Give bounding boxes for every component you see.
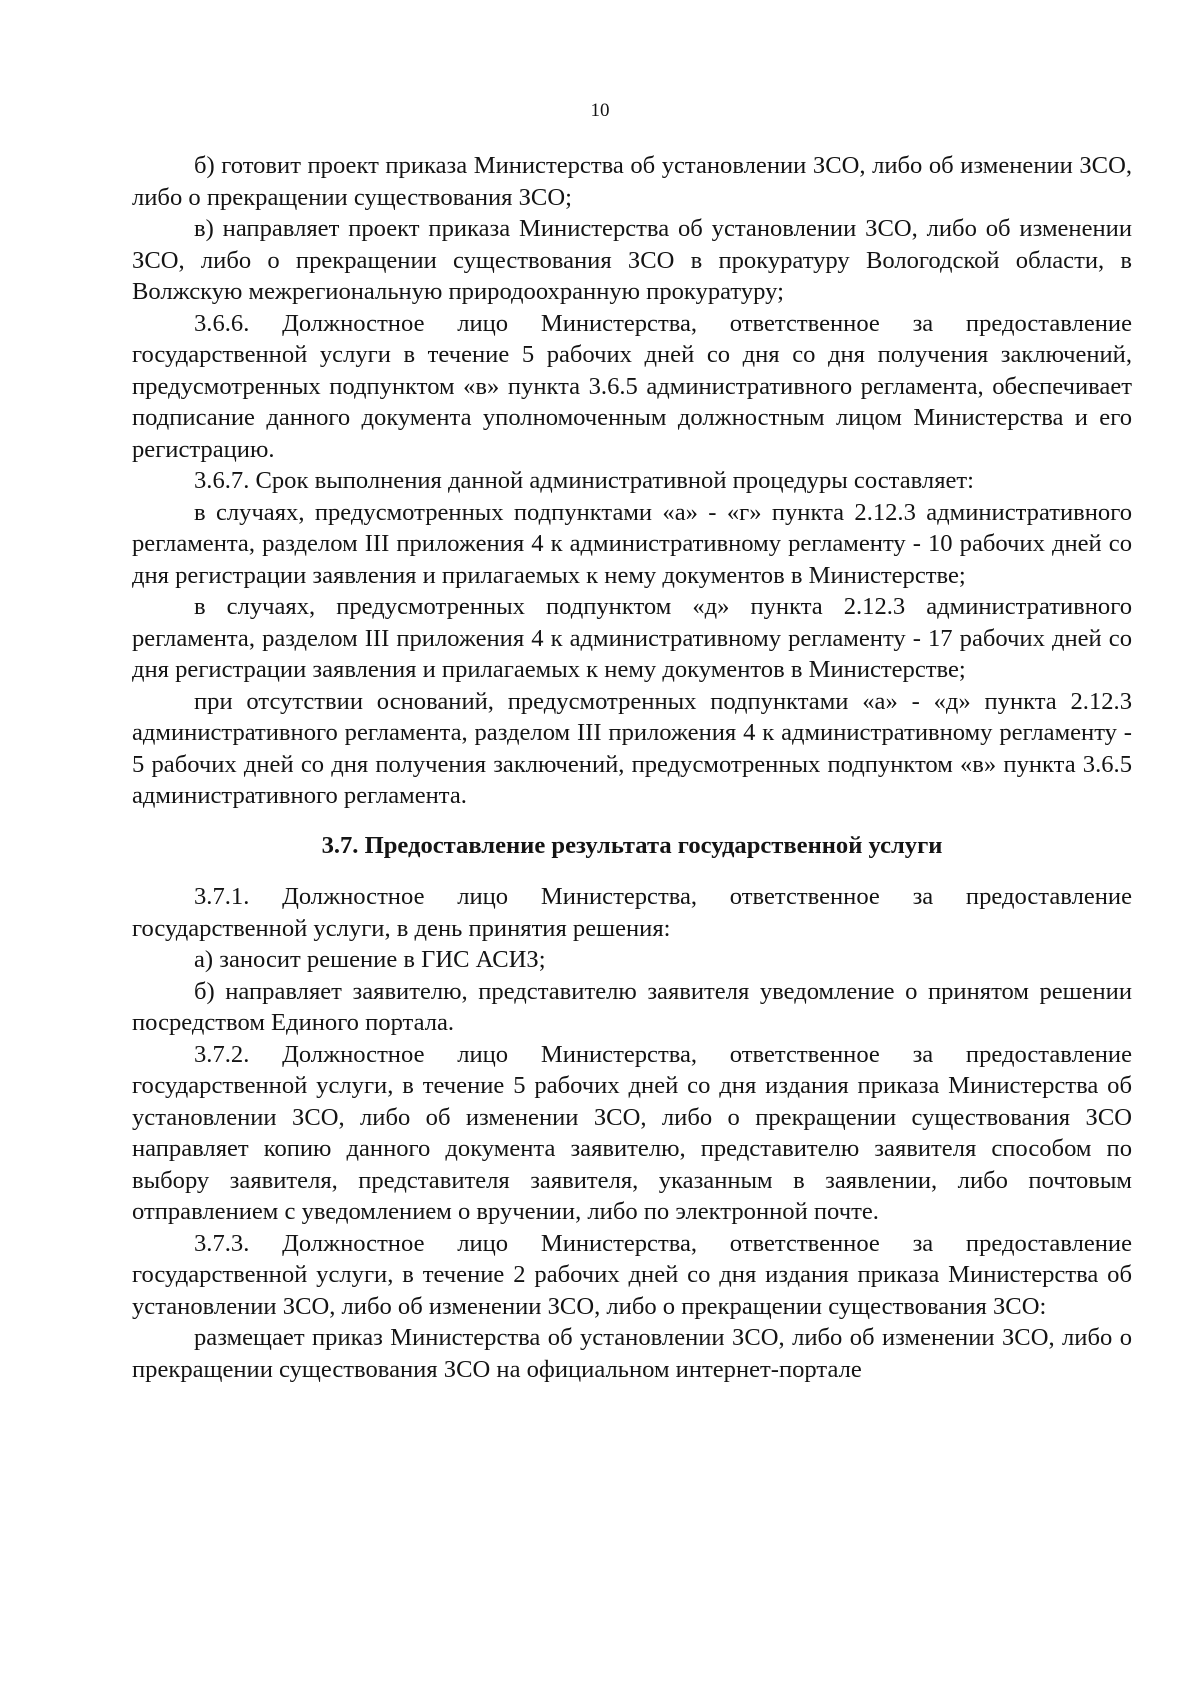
paragraph-3-6-6: 3.6.6. Должностное лицо Министерства, ответственное за предоставление государственной услуги в течение 5 рабочих дней со дня со дня получения заключений, предусмотренных подпунктом «в» пункта 3.6.5 административного регламента, обеспечивает подписание данного документа уполномоченным должностным лицом Министерства и его регистрацию. <box>132 309 1132 463</box>
paragraph-3-7-1: 3.7.1. Должностное лицо Министерства, ответственное за предоставление государственной услуги, в день принятия решения: <box>132 883 1132 942</box>
paragraph-term-a-g: в случаях, предусмотренных подпунктами «а» - «г» пункта 2.12.3 административного регламента, разделом III приложения 4 к административному регламенту - 10 рабочих дней со дня регистрации заявления и прилагаемых к нему документов в Министерстве; <box>132 498 1132 589</box>
document-body <box>132 150 1132 1385</box>
paragraph-v-send-order: в) направляет проект приказа Министерства об установлении ЗСО, либо об изменении ЗСО, либо о прекращении существования ЗСО в прокуратуру Вологодской области, в Волжскую межрегиональную природоохранную прокуратуру; <box>132 215 1132 305</box>
paragraph-3-7-2: 3.7.2. Должностное лицо Министерства, ответственное за предоставление государственной услуги, в течение 5 рабочих дней со дня издания приказа Министерства об установлении ЗСО, либо об изменении ЗСО, либо о прекращении существования ЗСО направляет копию данного документа заявителю, представителю заявителя способом по выбору заявителя, представителя заявителя, указанным в заявлении, либо почтовым отправлением с уведомлением о вручении, либо по электронной почте. <box>132 1040 1132 1225</box>
paragraph-a-enter-decision: а) заносит решение в ГИС АСИЗ; <box>194 946 546 973</box>
paragraph-3-7-3: 3.7.3. Должностное лицо Министерства, ответственное за предоставление государственной услуги, в течение 2 рабочих дней со дня издания приказа Министерства об установлении ЗСО, либо об изменении ЗСО, либо о прекращении существования ЗСО: <box>132 1229 1132 1320</box>
paragraph-term-d: в случаях, предусмотренных подпунктом «д» пункта 2.12.3 административного регламента, разделом III приложения 4 к административному регламенту - 17 рабочих дней со дня регистрации заявления и прилагаемых к нему документов в Министерстве; <box>132 593 1132 683</box>
section-heading-3-7: 3.7. Предоставление результата государственной услуги <box>321 831 943 859</box>
paragraph-term-no-grounds: при отсутствии оснований, предусмотренных подпунктами «а» - «д» пункта 2.12.3 административного регламента, разделом III приложения 4 к административному регламенту - 5 рабочих дней со дня получения заключений, предусмотренных подпунктом «в» пункта 3.6.5 административного регламента. <box>132 687 1132 809</box>
paragraph-b-prepare-order: б) готовит проект приказа Министерства об установлении ЗСО, либо об изменении ЗСО, либо о прекращении существования ЗСО; <box>132 152 1132 211</box>
paragraph-publish-order: размещает приказ Министерства об установлении ЗСО, либо об изменении ЗСО, либо о прекращении существования ЗСО на официальном интернет-портале <box>132 1324 1132 1383</box>
paragraph-3-6-7: 3.6.7. Срок выполнения данной административной процедуры составляет: <box>194 467 975 494</box>
page-number: 10 <box>590 100 610 121</box>
paragraph-b-send-notice: б) направляет заявителю, представителю заявителя уведомление о принятом решении посредством Единого портала. <box>132 977 1132 1036</box>
